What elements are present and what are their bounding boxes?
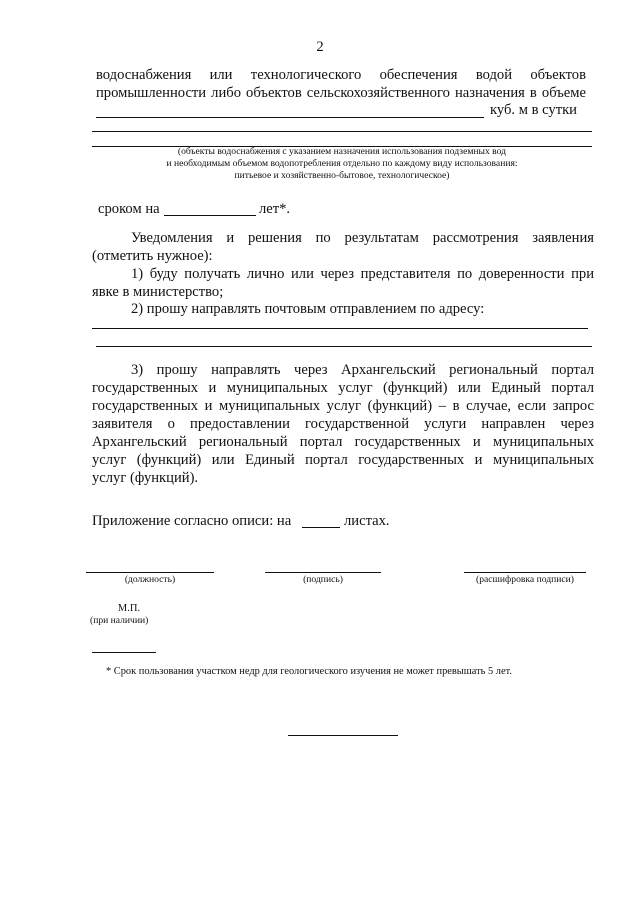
objects-note-line-3: питьевое и хозяйственно-бытовое, технологическое) [234, 170, 450, 181]
term-prefix: сроком на [98, 201, 160, 217]
attachment-blank-line [302, 527, 340, 528]
position-line [86, 572, 214, 573]
intro-line-2: промышленности либо объектов сельскохозяйственного назначения в объеме [96, 85, 586, 101]
option3-line-2: государственных и муниципальных услуг (функций) или Единый портал [92, 380, 594, 396]
objects-note-line-1: (объекты водоснабжения с указанием назначения использования подземных вод [177, 146, 507, 157]
signature-line [265, 572, 381, 573]
option3-line-5: Архангельский региональный портал государственных и муниципальных [92, 434, 594, 450]
transcript-line [464, 572, 586, 573]
option3-line-1: 3) прошу направлять через Архангельский региональный портал [131, 362, 594, 378]
option3-line-7: услуг (функций). [92, 470, 199, 486]
option1-line-2: явке в министерство; [92, 284, 224, 300]
end-rule [288, 735, 398, 736]
objects-note-line-2: и необходимым объемом водопотребления отдельно по каждому виду использования: [166, 158, 518, 169]
option2-text: 2) прошу направлять почтовым отправлением по адресу: [131, 301, 485, 317]
intro-line-1: водоснабжения или технологического обеспечения водой объектов [96, 67, 586, 83]
seal-label: М.П. [117, 603, 141, 614]
footnote: * Срок пользования участком недр для геологического изучения не может превышать 5 лет. [106, 666, 512, 677]
address-blank-line-1 [92, 328, 588, 329]
footnote-separator [92, 652, 156, 653]
term-suffix: лет*. [259, 201, 291, 217]
seal-note: (при наличии) [90, 615, 149, 626]
volume-unit: куб. м в сутки [490, 102, 577, 118]
objects-blank-line-1 [92, 131, 592, 132]
notifications-line-2: (отметить нужное): [92, 248, 213, 264]
attachment-suffix: листах. [344, 513, 390, 529]
address-blank-line-2 [96, 346, 592, 347]
transcript-caption: (расшифровка подписи) [476, 574, 574, 585]
term-blank-line [164, 215, 256, 216]
option3-line-3: государственных и муниципальных услуг (функций) – в случае, если запрос [92, 398, 594, 414]
notifications-line-1: Уведомления и решения по результатам рассмотрения заявления [131, 230, 594, 246]
position-caption: (должность) [124, 574, 176, 585]
signature-caption: (подпись) [303, 574, 343, 585]
page-number: 2 [316, 39, 324, 55]
option3-line-4: заявителя о предоставлении государственной услуги направлен через [92, 416, 594, 432]
attachment-prefix: Приложение согласно описи: на [92, 513, 292, 529]
option1-line-1: 1) буду получать лично или через представителя по доверенности при [131, 266, 594, 282]
option3-line-6: услуг (функций) или Единый портал государственных и муниципальных [92, 452, 594, 468]
volume-blank-line [96, 117, 484, 118]
